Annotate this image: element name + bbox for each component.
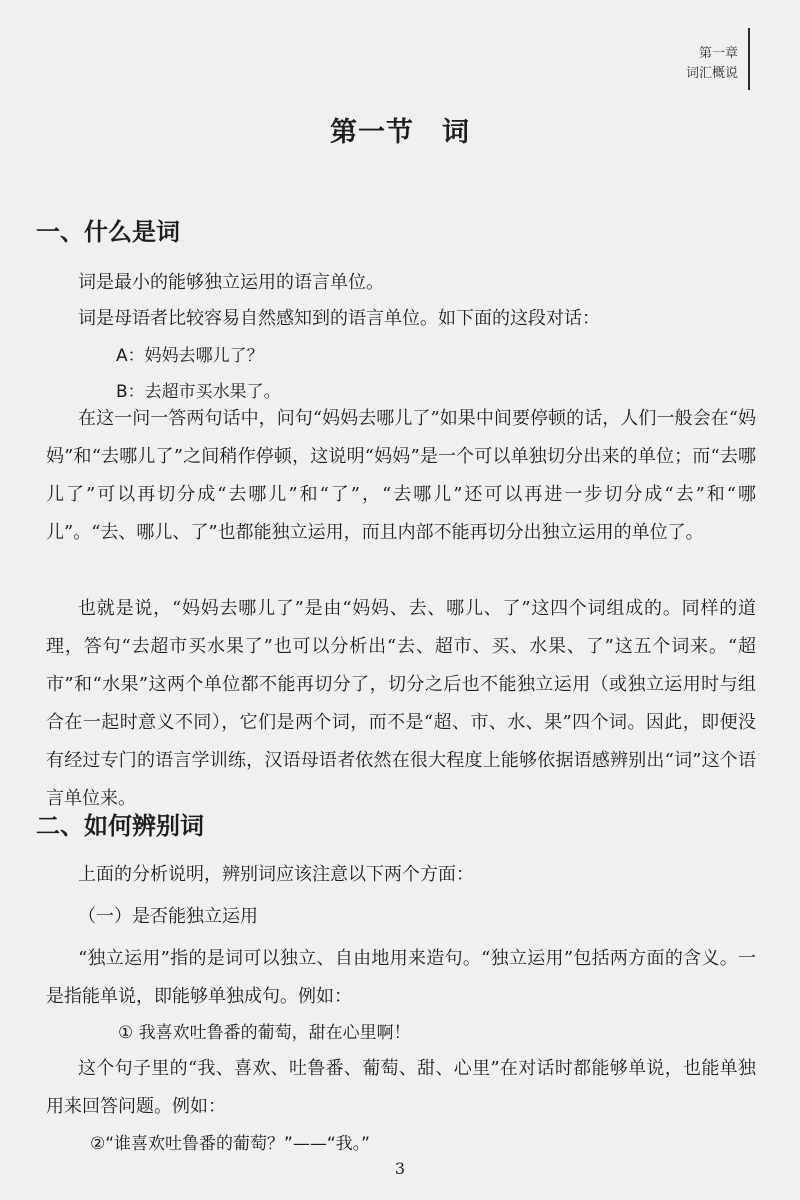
example-2: ②“谁喜欢吐鲁番的葡萄？”——“我。” <box>90 1134 370 1154</box>
paragraph: “独立运用”指的是词可以独立、自由地用来造句。“独立运用”包括两方面的含义。一是指能单说，即能够单独成句。例如： <box>46 948 756 1007</box>
heading-what-is-word: 一、什么是词 <box>36 218 180 246</box>
subheading-independent-use: （一）是否能独立运用 <box>78 906 258 927</box>
paragraph: 上面的分析说明，辨别词应该注意以下两个方面： <box>78 864 474 885</box>
chapter-number: 第一章 <box>698 46 738 61</box>
paragraph: 这个句子里的“我、喜欢、吐鲁番、葡萄、甜、心里”在对话时都能够单说，也能单独用来回答问题。例如： <box>46 1058 756 1117</box>
chapter-title: 词汇概说 <box>685 66 738 81</box>
paragraph: 词是母语者比较容易自然感知到的语言单位。如下面的这段对话： <box>78 308 600 329</box>
running-header <box>668 44 738 84</box>
paragraph: 也就是说，“妈妈去哪儿了”是由“妈妈、去、哪儿、了”这四个词组成的。同样的道理，答句“去超市买水果了”也可以分析出“去、超市、买、水果、了”这五个词来。“超市”和“水果”这两个单位都不能再切分了，切分之后也不能独立运用（或独立运用时与组合在一起时意义不同），它们是两个词，而不是“超、市、水、果”四个词。因此，即便没有经过专门的语言学训练，汉语母语者依然在很大程度上能够依据语感辨别出“词”这个语言单位来。 <box>46 598 756 809</box>
dialog-line-a: A：妈妈去哪儿了？ <box>116 346 264 366</box>
heading-how-to-identify: 二、如何辨别词 <box>36 812 204 840</box>
header-rule <box>748 28 750 90</box>
section-title: 第一节 词 <box>330 117 470 148</box>
page-number: 3 <box>394 1159 406 1178</box>
dialog-line-b: B：去超市买水果了。 <box>116 382 281 402</box>
example-1: ① 我喜欢吐鲁番的葡萄，甜在心里啊！ <box>118 1023 411 1043</box>
paragraph: 在这一问一答两句话中，问句“妈妈去哪儿了”如果中间要停顿的话，人们一般会在“妈妈”和“去哪儿了”之间稍作停顿，这说明“妈妈”是一个可以单独切分出来的单位；而“去哪儿了”可以再切分成“去哪儿”和“了”，“去哪儿”还可以再进一步切分成“去”和“哪儿”。“去、哪儿、了”也都能独立运用，而且内部不能再切分出独立运用的单位了。 <box>46 408 756 543</box>
paragraph: 词是最小的能够独立运用的语言单位。 <box>78 272 384 293</box>
